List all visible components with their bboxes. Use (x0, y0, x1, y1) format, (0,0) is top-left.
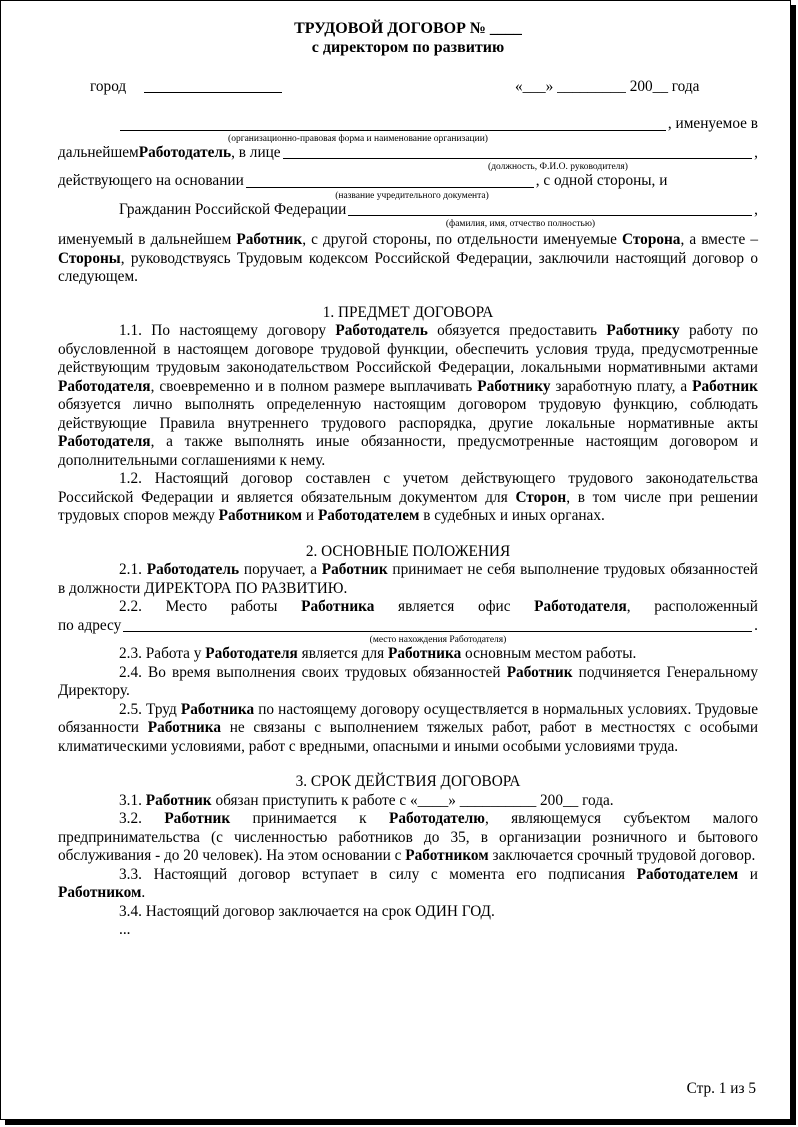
term: Работника (387, 645, 462, 662)
address-row (58, 617, 758, 636)
term: Работодателя (58, 377, 151, 395)
citizen-row (58, 201, 758, 220)
term: Работником (405, 847, 489, 864)
text: обязан приступить к работе с «____» __________ 200__ года. (211, 791, 614, 809)
term: Работодателя (58, 433, 151, 450)
text: 3.3. Настоящий договор вступает в силу с момента его подписания (119, 865, 637, 883)
page-number: Стр. 1 из 5 (686, 1080, 756, 1097)
term: Работодателем (636, 865, 739, 883)
text: , своевременно и в полном размере выплачивать (150, 377, 478, 395)
text: 2.3. Работа у (119, 645, 206, 662)
text: является офис (374, 598, 535, 615)
term: Работнику (477, 377, 551, 395)
citizen-label: Гражданин Российской Федерации (119, 200, 347, 218)
term: Работником (58, 884, 142, 901)
text: , расположенный (626, 598, 758, 615)
document-title (58, 19, 758, 57)
basis-suffix: , с одной стороны, и (535, 172, 668, 189)
named-as-text: , именуемое в (667, 115, 758, 132)
city-label: город (90, 78, 127, 95)
contract-date: «___» _________ 200__ года (515, 78, 700, 95)
term: Работника (147, 719, 221, 736)
term: Работником (218, 507, 303, 524)
text: , в том числе при решении трудовых споров между (58, 488, 758, 524)
clause-1-1 (58, 322, 758, 470)
title-line-2: с директором по развитию (311, 39, 505, 56)
citizen-blank (348, 201, 752, 216)
text: по настоящему договору осуществляется в нормальных условиях. Трудовые обязанности (58, 700, 758, 736)
text: , с другой стороны, по отдельности именуемые (302, 231, 623, 248)
section-2-heading: 2. ОСНОВНЫЕ ПОЛОЖЕНИЯ (305, 542, 511, 560)
term: Работник (506, 663, 573, 681)
clause-3-1 (58, 792, 758, 811)
org-caption: (организационно-правовая форма и наименование организации) (228, 133, 488, 144)
citizen-comma: , (754, 200, 758, 218)
text: работу по обусловленной в настоящем договоре трудовой функции, обеспечить условия труда, предусмотренные действующим трудовым законодательством Российской Федерации, локальными нормативными актами (58, 322, 758, 376)
city-date-row (58, 78, 758, 96)
org-blank (120, 116, 666, 131)
text: обязуется предоставить (427, 322, 607, 339)
director-suffix: , в лице (231, 143, 281, 161)
doc-caption: (название учредительного документа) (335, 190, 489, 201)
clause-3-2 (58, 810, 758, 866)
text: заработную плату, а (550, 377, 693, 395)
employee-term: Работник (236, 231, 303, 248)
title-line-1: ТРУДОВОЙ ДОГОВОР № ____ (294, 20, 522, 37)
director-row (58, 144, 758, 163)
text: , являющемуся субъектом малого предпринимательства (с численностью работников до 35, в организации розничного и бытового обслуживания - до 20 человек). На этом основании с (58, 810, 758, 864)
clause-2-2 (58, 598, 758, 617)
basis-row (58, 172, 758, 191)
term: Работодателем (317, 507, 420, 524)
term: Работодателя (534, 598, 627, 615)
address-caption: (место нахождения Работодателя) (369, 635, 507, 645)
address-label: по адресу (58, 616, 122, 634)
org-row (58, 115, 758, 134)
text: 2.2. Место работы (119, 598, 302, 615)
document-body (58, 19, 758, 940)
address-dot: . (754, 616, 758, 634)
term: Работник (321, 561, 388, 578)
text: . (141, 884, 146, 901)
city-blank (144, 78, 282, 93)
text: 2.4. Во время выполнения своих трудовых обязанностей (119, 663, 507, 681)
basis-prefix: действующего на основании (58, 172, 244, 189)
term: Работодатель (146, 561, 240, 578)
term: Работник (692, 377, 758, 395)
text: , руководствуясь Трудовым кодексом Российской Федерации, заключили настоящий договор о следующем. (58, 249, 758, 285)
parties-term: Стороны (58, 249, 121, 267)
text: и (738, 865, 758, 883)
clause-2-1 (58, 561, 758, 598)
text: принимается к (230, 810, 389, 827)
employer-term: Работодатель (138, 143, 232, 161)
term: Работнику (606, 322, 680, 339)
basis-blank (246, 173, 534, 188)
text: , а также выполнять иные обязанности, предусмотренные настоящим договором и дополнительными соглашениями к нему. (58, 433, 758, 469)
text: подчиняется Генеральному Директору. (58, 663, 758, 699)
text: , а вместе – (680, 231, 758, 248)
text: 2.5. Труд (119, 700, 181, 718)
section-3-heading: 3. СРОК ДЕЙСТВИЯ ДОГОВОРА (295, 773, 521, 790)
clause-2-4 (58, 664, 758, 701)
text: заключается срочный трудовой договор. (488, 847, 756, 864)
text: и (302, 507, 318, 524)
text: принимает не себя выполнение трудовых обязанностей в должности ДИРЕКТОРА ПО РАЗВИТИЮ. (58, 561, 758, 597)
term: Работник (164, 810, 231, 827)
text: не связаны с выполнением тяжелых работ, работ в местностях с особыми климатическими условиями, работ с вредными, опасными и иными особыми условиями труда. (58, 719, 759, 755)
text: 1.1. По настоящему договору (119, 322, 336, 339)
address-blank (123, 617, 752, 632)
term: Работодателя (205, 645, 298, 662)
term: Работника (180, 700, 255, 718)
text: 3.1. (119, 791, 146, 809)
text: именуемый в дальнейшем (58, 231, 237, 248)
text: поручает, а (239, 561, 322, 578)
text: является для (297, 645, 388, 662)
parties-paragraph (58, 231, 758, 287)
continuation-ellipsis: ... (119, 921, 131, 938)
term: Работник (145, 791, 212, 809)
text: основным местом работы. (461, 645, 637, 662)
clause-2-3 (58, 645, 758, 664)
clause-2-5 (58, 701, 758, 757)
text: 2.1. (119, 561, 147, 578)
party-term: Сторона (622, 231, 681, 248)
director-comma: , (754, 143, 758, 161)
term: Работодатель (335, 322, 428, 339)
term: Работодателю (388, 810, 485, 827)
section-1-heading: 1. ПРЕДМЕТ ДОГОВОРА (322, 303, 494, 321)
director-blank (283, 144, 753, 159)
citizen-caption: (фамилия, имя, отчество полностью) (445, 219, 596, 229)
clause-1-2 (58, 470, 758, 526)
director-prefix: дальнейшем (58, 143, 139, 161)
term: Сторон (515, 488, 567, 506)
clause-3-3 (58, 866, 758, 903)
text: 3.2. (119, 810, 165, 827)
term: Работника (301, 598, 375, 615)
text: в судебных и иных органах. (419, 507, 605, 524)
clause-3-4: 3.4. Настоящий договор заключается на срок ОДИН ГОД. (119, 902, 495, 920)
text: 1.2. Настоящий договор составлен с учетом действующего трудового законодательства Российской Федерации и является обязательным документом для (58, 470, 758, 506)
director-caption: (должность, Ф.И.О. руководителя) (488, 162, 628, 172)
text: обязуется лично выполнять определенную настоящим договором трудовую функцию, соблюдать действующие Правила внутреннего трудового распорядка, другие локальные нормативные акты (58, 396, 758, 432)
